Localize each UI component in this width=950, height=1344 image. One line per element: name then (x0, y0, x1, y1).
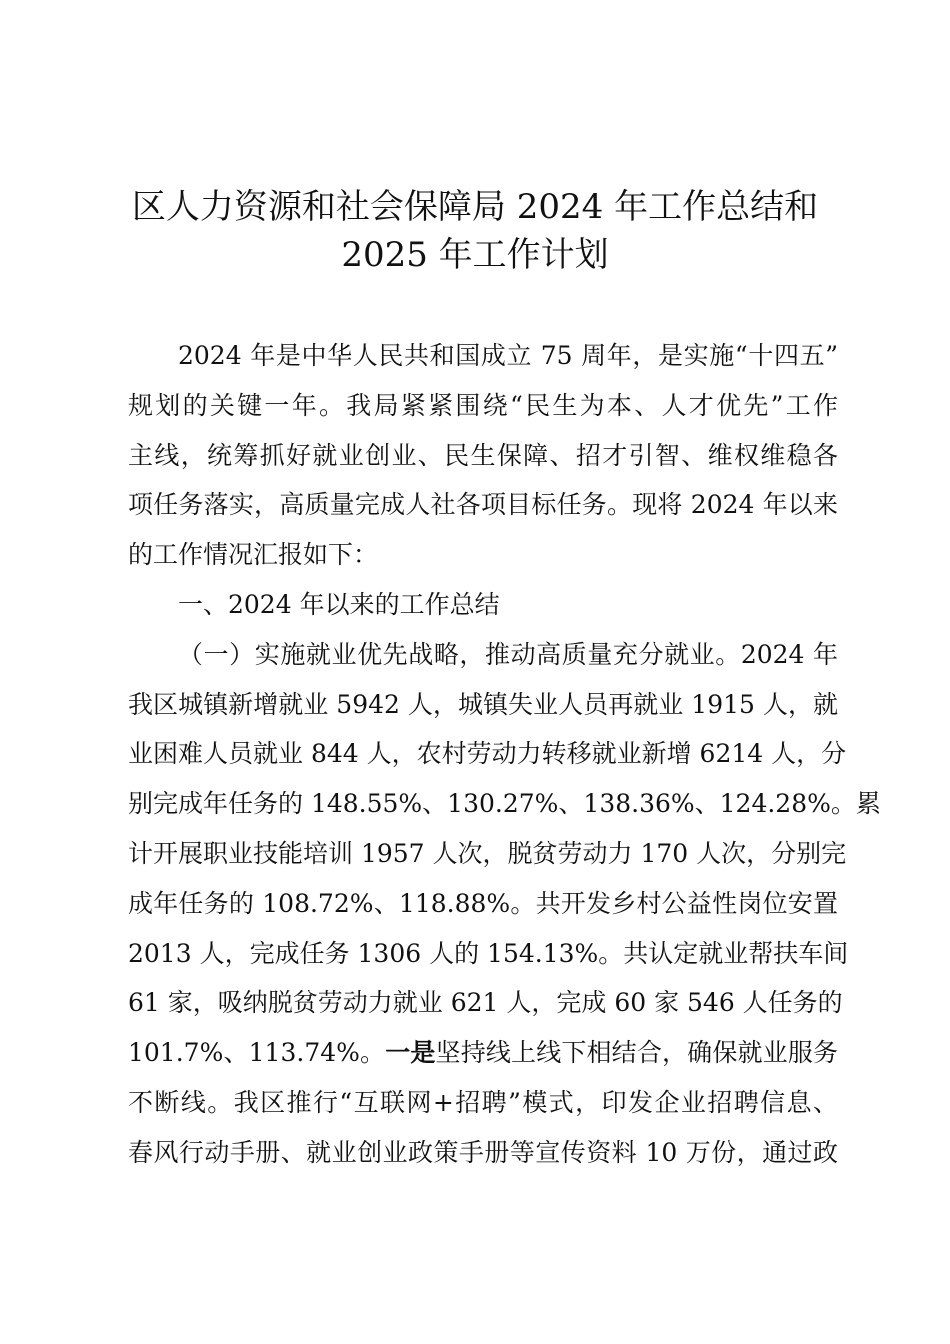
paragraph-text: 101.7%、113.74%。 (128, 1038, 386, 1068)
paragraph-line: 业困难人员就业 844 人，农村劳动力转移就业新增 6214 人，分 (128, 739, 847, 769)
paragraph-line: 规划的关键一年。我局紧紧围绕“民生为本、人才优先”工作 (128, 390, 838, 420)
section-heading: 一、2024 年以来的工作总结 (178, 589, 500, 619)
paragraph-line: 春风行动手册、就业创业政策手册等宣传资料 10 万份，通过政 (128, 1137, 838, 1167)
bold-lead-text: 一是 (385, 1038, 436, 1068)
document-title-line-2: 2025 年工作计划 (341, 235, 609, 275)
paragraph-line: 2013 人，完成任务 1306 人的 154.13%。共认定就业帮扶车间 (128, 938, 849, 968)
paragraph-line: 我区城镇新增就业 5942 人，城镇失业人员再就业 1915 人，就 (128, 689, 838, 719)
paragraph-line: 2024 年是中华人民共和国成立 75 周年，是实施“十四五” (178, 341, 838, 370)
subsection-heading-line: （一）实施就业优先战略，推动高质量充分就业。2024 年 (178, 639, 838, 669)
paragraph-line: 计开展职业技能培训 1957 人次，脱贫劳动力 170 人次，分别完 (128, 838, 847, 868)
paragraph-line: 主线，统筹抓好就业创业、民生保障、招才引智、维权维稳各 (128, 440, 838, 470)
paragraph-line: 61 家，吸纳脱贫劳动力就业 621 人，完成 60 家 546 人任务的 (128, 988, 843, 1018)
paragraph-line: 项任务落实，高质量完成人社各项目标任务。现将 2024 年以来 (128, 490, 838, 520)
paragraph-line: 别完成年任务的 148.55%、130.27%、138.36%、124.28%。累 (128, 789, 881, 819)
paragraph-line: 不断线。我区推行“互联网+招聘”模式，印发企业招聘信息、 (128, 1087, 838, 1117)
paragraph-line-mixed (128, 1028, 838, 1078)
document-title-line-1: 区人力资源和社会保障局 2024 年工作总结和 (131, 187, 819, 227)
paragraph-line: 成年任务的 108.72%、118.88%。共开发乡村公益性岗位安置 (128, 888, 838, 918)
document-body (128, 331, 881, 1178)
paragraph-text: 坚持线上线下相结合，确保就业服务 (435, 1038, 838, 1068)
paragraph-line: 的工作情况汇报如下： (128, 540, 379, 570)
